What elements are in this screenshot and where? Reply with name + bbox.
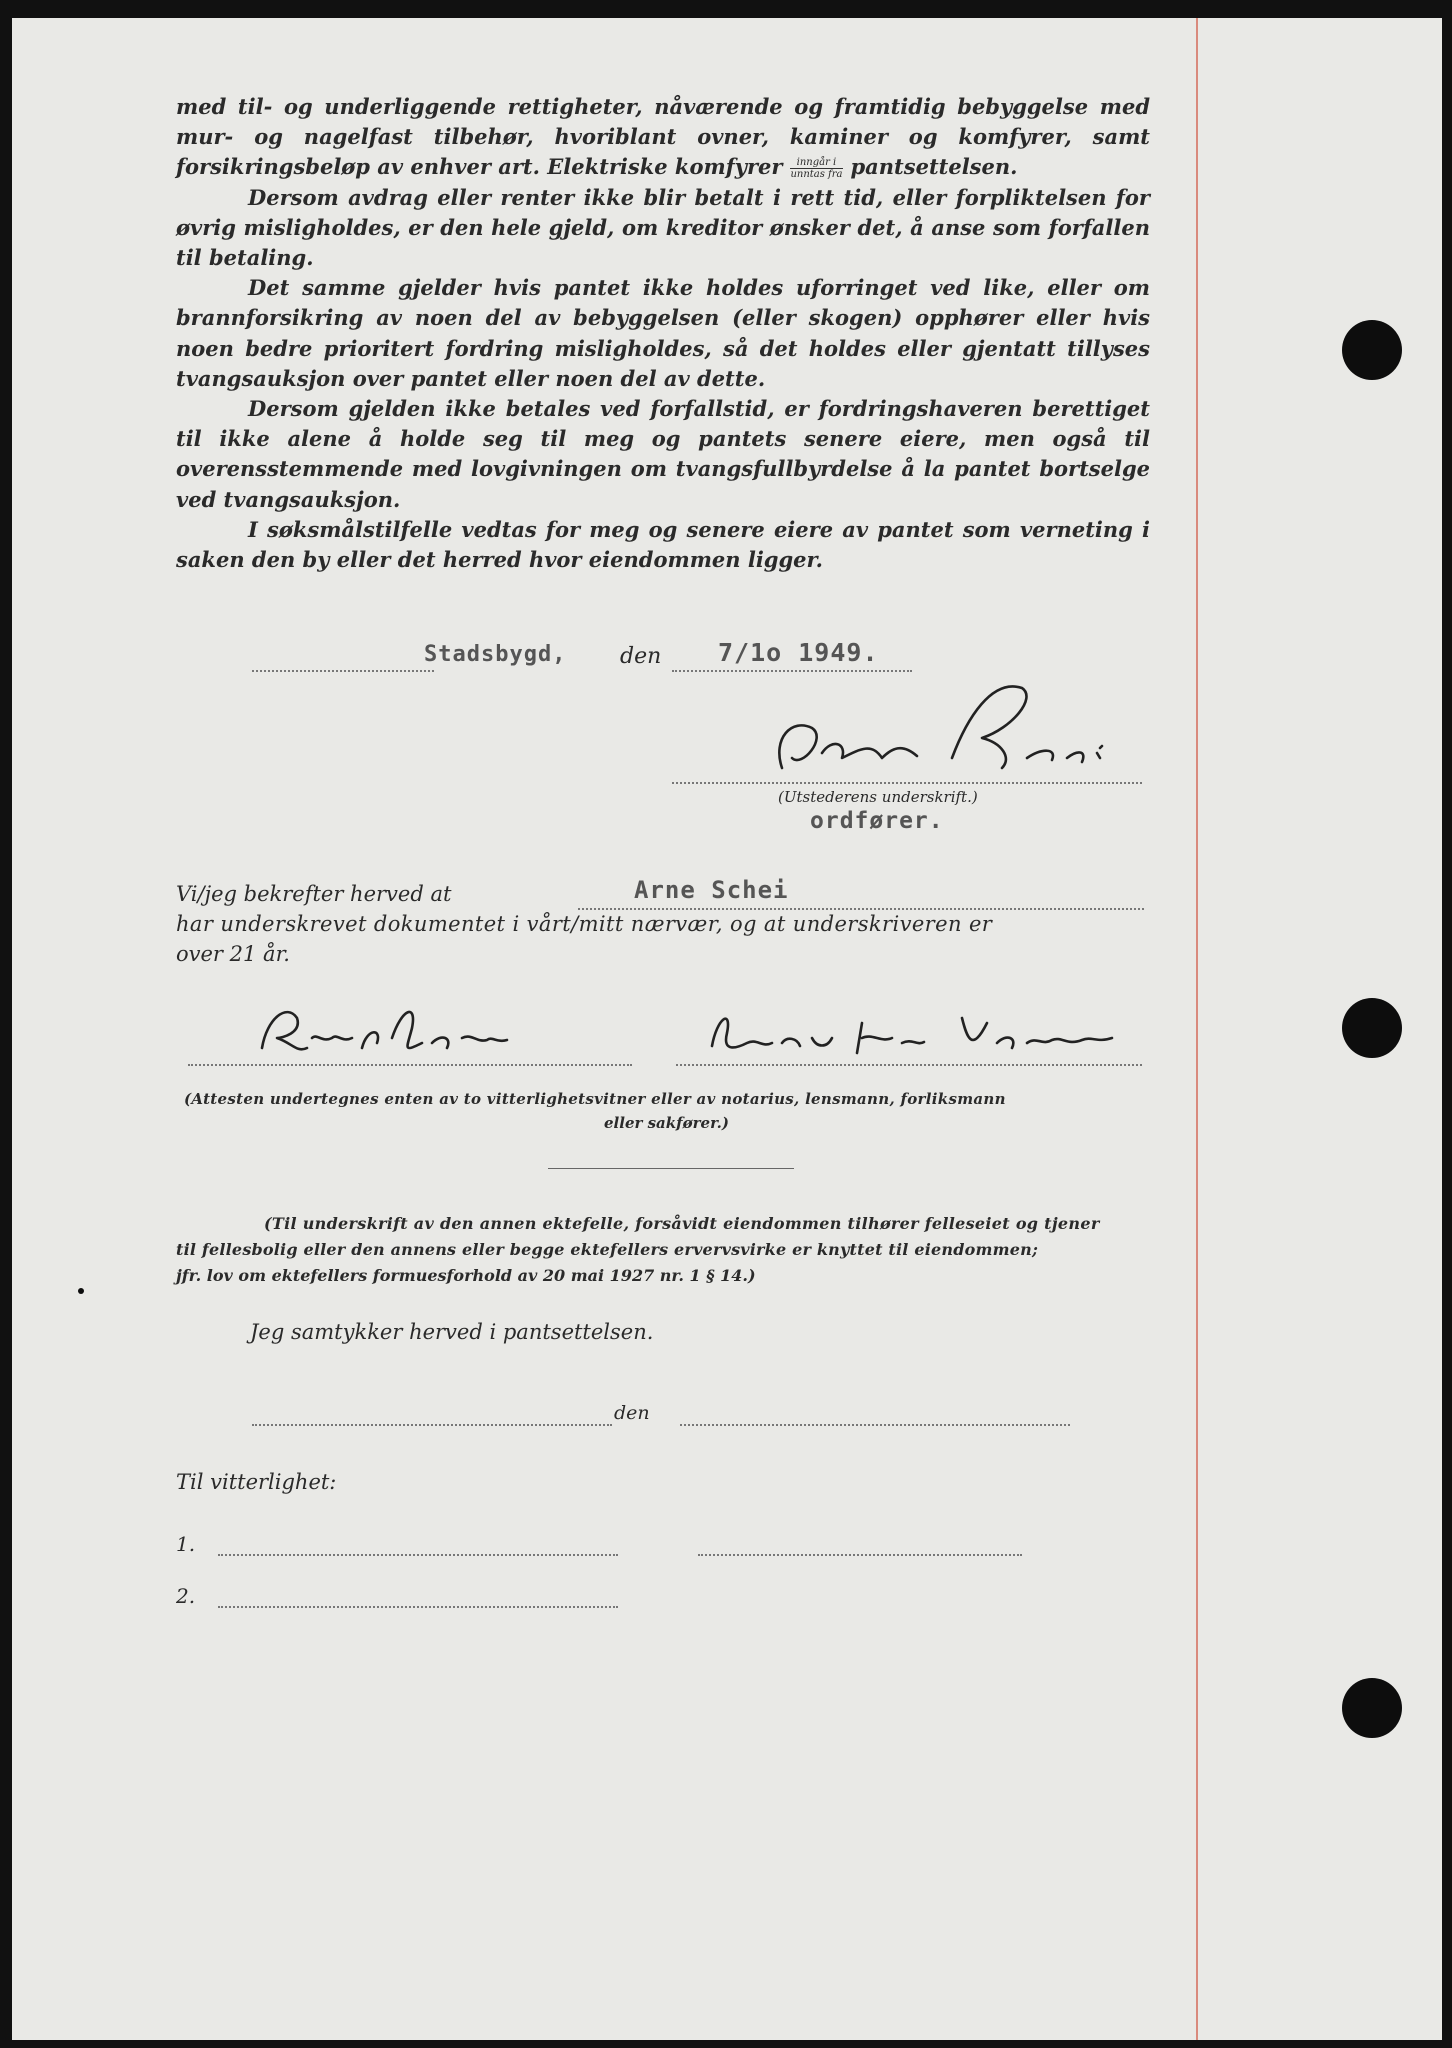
- witness-line-3: over 21 år.: [176, 942, 290, 966]
- witness-2-signature-line: [676, 1064, 1142, 1066]
- witness-name-line: [578, 908, 1144, 910]
- punch-hole: [1342, 320, 1402, 380]
- terms-text: [176, 92, 1150, 575]
- spouse-date-line: [680, 1424, 1070, 1426]
- paragraph-1: med til- og underliggende rettigheter, nåværende og framtidig bebyggelse med mur- og nagelfast tilbehør, hvoriblant ovner, kaminer og komfyrer, samt forsikringsbeløp av enhver art. Elektriske komfyrer $\frac{\text{inngår i}}{\text{unntas fra}}$ pantsettelsen.: [176, 94, 1150, 181]
- spouse-witness-1-second-line: [698, 1554, 1022, 1556]
- witness-number-1: 1.: [176, 1532, 196, 1556]
- issuer-title: ordfører.: [810, 808, 944, 834]
- paragraph-2: Dersom avdrag eller renter ikke blir betalt i rett tid, eller forpliktelsen for øvrig misligholdes, er den hele gjeld, om kreditor ønsker det, å anse som forfallen til betaling.: [176, 184, 1150, 271]
- paragraph-4: Dersom gjelden ikke betales ved forfallstid, er fordringshaveren berettiget til ikke alene å holde seg til meg og pantets senere eiere, men også til overensstemmende med lovgivningen om tvangsfullbyrdelse å la pantet bortselge ved tvangsauksjon.: [176, 396, 1150, 512]
- attestation-note-2: eller sakfører.): [604, 1114, 729, 1132]
- spouse-note-2: til fellesbolig eller den annens eller begge ektefellers ervervsvirke er knyttet til eiendommen;: [176, 1240, 1039, 1259]
- witness-line-2: har underskrevet dokumentet i vårt/mitt nærvær, og at underskriveren er: [176, 912, 993, 936]
- witness-intro: Vi/jeg bekrefter herved at: [176, 882, 452, 906]
- witness-number-2: 2.: [176, 1584, 196, 1608]
- spouse-den-label: den: [614, 1402, 650, 1424]
- place-dotted-line: [252, 670, 434, 672]
- spouse-note-1: (Til underskrift av den annen ektefelle, forsåvidt eiendommen tilhører felleseiet og tjener: [264, 1214, 1100, 1233]
- witness-signatures: [252, 998, 1132, 1068]
- issuer-signature-line: [672, 782, 1142, 784]
- date-value: 7/1o 1949.: [718, 638, 879, 667]
- punch-hole: [1342, 1678, 1402, 1738]
- spouse-place-line: [252, 1424, 612, 1426]
- place-value: Stadsbygd,: [424, 642, 567, 667]
- den-label: den: [620, 644, 662, 669]
- attestation-note-1: (Attesten undertegnes enten av to vitterlighetsvitner eller av notarius, lensmann, forliksmann: [184, 1090, 1006, 1108]
- spouse-witness-1-line: [218, 1554, 618, 1556]
- punch-hole: [1342, 998, 1402, 1058]
- paragraph-3: Det samme gjelder hvis pantet ikke holdes uforringet ved like, eller om brannforsikring av noen del av bebyggelsen (eller skogen) opphører eller hvis noen bedre prioritert fordring misligholdes, så det holdes eller gjentatt tillyses tvangsauksjon over pantet eller noen del av dette.: [176, 275, 1150, 391]
- issuer-caption: (Utstederens underskrift.): [778, 788, 978, 806]
- margin-line: [1196, 18, 1198, 2040]
- witness-heading: Til vitterlighet:: [176, 1470, 337, 1494]
- spouse-witness-2-line: [218, 1606, 618, 1608]
- consent-text: Jeg samtykker herved i pantsettelsen.: [250, 1320, 654, 1344]
- ink-speck: [78, 1288, 84, 1294]
- issuer-signature: [752, 658, 1142, 788]
- witness-1-signature-line: [188, 1064, 632, 1066]
- witnessed-name: Arne Schei: [634, 876, 789, 904]
- document-page: [12, 18, 1442, 2040]
- paragraph-5: I søksmålstilfelle vedtas for meg og senere eiere av pantet som verneting i saken den by eller det herred hvor eiendommen ligger.: [176, 516, 1150, 573]
- spouse-note-3: jfr. lov om ektefellers formuesforhold av 20 mai 1927 nr. 1 § 14.): [176, 1266, 756, 1285]
- separator-rule: [548, 1168, 794, 1169]
- fraction-choice: $\frac{\text{inngår i}}{\text{unntas fra}}$: [790, 157, 843, 181]
